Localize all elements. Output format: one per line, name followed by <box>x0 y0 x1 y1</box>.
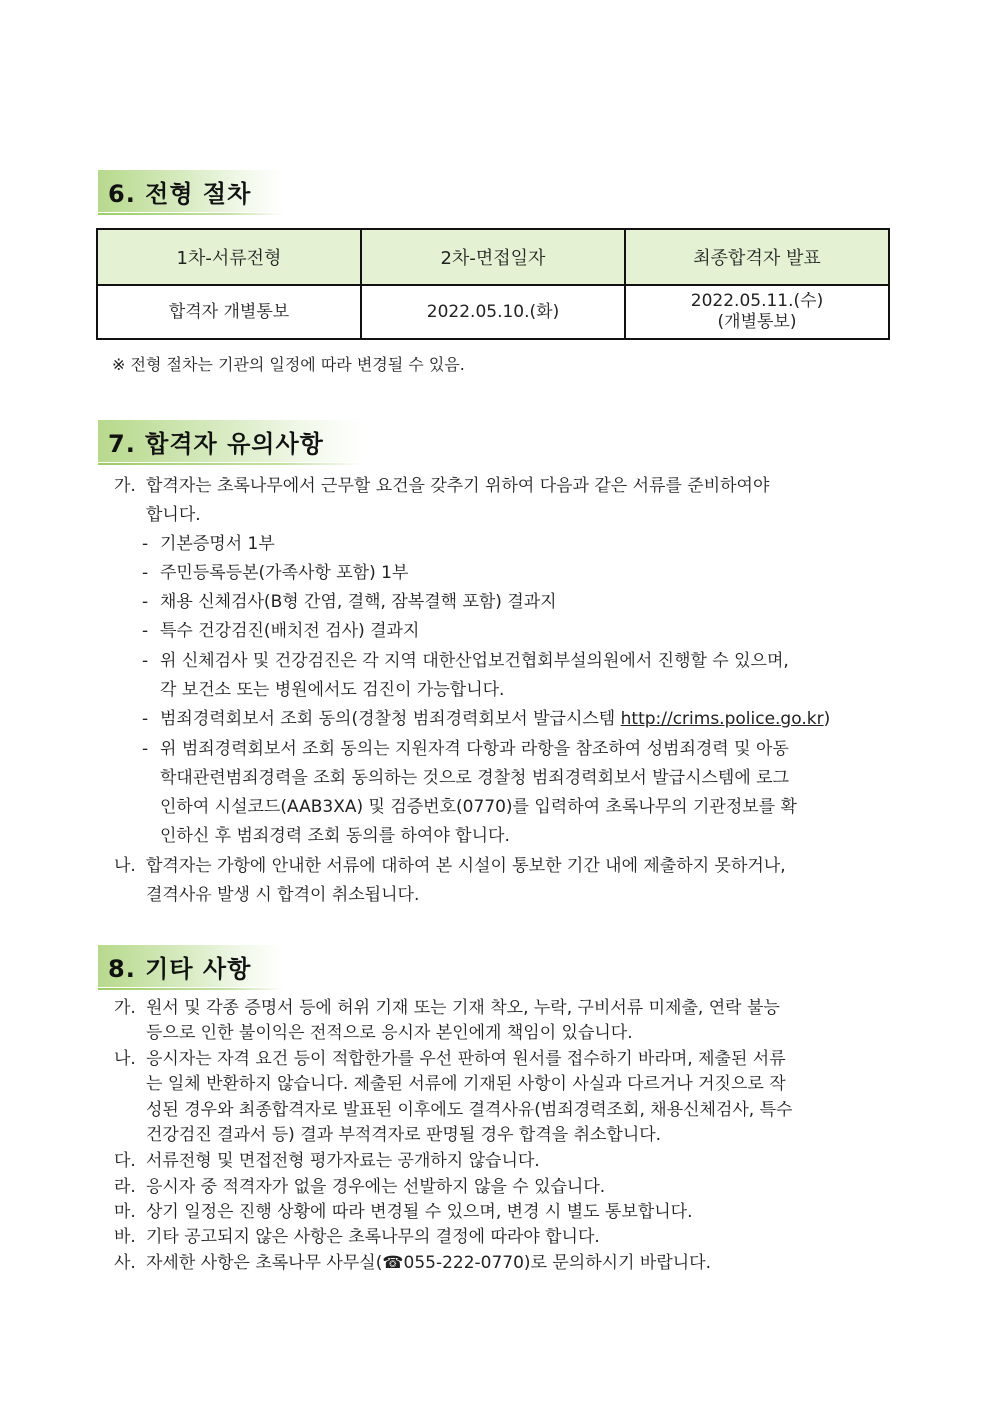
list-item: 인하여 시설코드(AAB3XA) 및 검증번호(0770)를 입력하여 초록나무의 기관정보를 확 <box>160 797 797 817</box>
table-header-cell: 최종합격자 발표 <box>625 229 889 285</box>
list-marker: 마. <box>114 1202 136 1222</box>
dash-marker: - <box>142 592 149 612</box>
list-item: 결격사유 발생 시 합격이 취소됩니다. <box>146 885 420 905</box>
list-item: 서류전형 및 면접전형 평가자료는 공개하지 않습니다. <box>146 1151 540 1171</box>
list-item: 합격자는 가항에 안내한 서류에 대하여 본 시설이 통보한 기간 내에 제출하지 못하거나, <box>146 856 786 876</box>
section-6-title: 6. 전형 절차 <box>108 179 252 208</box>
list-item: 는 일체 반환하지 않습니다. 제출된 서류에 기재된 사항이 사실과 다르거나 거짓으로 작 <box>146 1074 786 1094</box>
dash-marker: - <box>142 739 149 759</box>
table-header-cell: 2차-면접일자 <box>361 229 625 285</box>
list-marker: 바. <box>114 1227 136 1247</box>
list-item <box>160 708 830 730</box>
list-item: 응시자 중 적격자가 없을 경우에는 선발하지 않을 수 있습니다. <box>146 1177 606 1197</box>
dash-marker: - <box>142 621 149 641</box>
list-item: 등으로 인한 불이익은 전적으로 응시자 본인에게 책임이 있습니다. <box>146 1023 633 1043</box>
dash-marker: - <box>142 709 149 729</box>
dash-marker: - <box>142 563 149 583</box>
section-8-title: 8. 기타 사항 <box>108 954 252 983</box>
section-8-header <box>98 945 284 987</box>
list-item: 학대관련범죄경력을 조회 동의하는 것으로 경찰청 범죄경력회보서 발급시스템에 로그 <box>160 768 790 788</box>
table-row <box>97 285 889 339</box>
procedure-table <box>96 228 890 340</box>
list-marker: 다. <box>114 1151 136 1171</box>
list-item: 합격자는 초록나무에서 근무할 요건을 갖추기 위하여 다음과 같은 서류를 준비하여야 <box>146 476 770 496</box>
section-6-header <box>98 170 284 212</box>
crims-link[interactable]: http://crims.police.go.kr <box>620 709 824 729</box>
list-marker: 라. <box>114 1177 136 1197</box>
list-marker: 가. <box>114 476 136 496</box>
list-item: 주민등록등본(가족사항 포함) 1부 <box>160 563 409 583</box>
table-header-row <box>97 229 889 285</box>
list-item: 건강검진 결과서 등) 결과 부적격자로 판명될 경우 합격을 취소합니다. <box>146 1125 662 1145</box>
final-date: 2022.05.11.(수) <box>690 291 824 311</box>
procedure-note: ※ 전형 절차는 기관의 일정에 따라 변경될 수 있음. <box>112 355 465 374</box>
list-item: 원서 및 각종 증명서 등에 허위 기재 또는 기재 착오, 누락, 구비서류 미제출, 연락 불능 <box>146 998 780 1018</box>
list-item: 위 범죄경력회보서 조회 동의는 지원자격 다항과 라항을 참조하여 성범죄경력 및 아동 <box>160 739 789 759</box>
list-item: 자세한 사항은 초록나무 사무실(☎055-222-0770)로 문의하시기 바랍니다. <box>146 1253 711 1273</box>
table-header-cell: 1차-서류전형 <box>97 229 361 285</box>
section-7-title: 7. 합격자 유의사항 <box>108 429 324 458</box>
list-marker: 나. <box>114 1049 136 1069</box>
list-item: 합니다. <box>146 505 201 525</box>
list-item: 각 보건소 또는 병원에서도 검진이 가능합니다. <box>160 680 505 700</box>
list-marker: 사. <box>114 1253 136 1273</box>
table-cell: 2022.05.10.(화) <box>361 285 625 339</box>
list-item: 응시자는 자격 요건 등이 적합한가를 우선 판하여 원서를 접수하기 바라며, 제출된 서류 <box>146 1049 786 1069</box>
list-item: 인하신 후 범죄경력 조회 동의를 하여야 합니다. <box>160 826 510 846</box>
list-item: 기본증명서 1부 <box>160 534 275 554</box>
list-item: 상기 일정은 진행 상황에 따라 변경될 수 있으며, 변경 시 별도 통보합니다. <box>146 1202 693 1222</box>
consent-close: ) <box>823 709 831 729</box>
table-cell: 합격자 개별통보 <box>97 285 361 339</box>
list-item: 기타 공고되지 않은 사항은 초록나무의 결정에 따라야 합니다. <box>146 1227 600 1247</box>
list-marker: 나. <box>114 856 136 876</box>
list-item: 성된 경우와 최종합격자로 발표된 이후에도 결격사유(범죄경력조회, 채용신체검사, 특수 <box>146 1100 793 1120</box>
dash-marker: - <box>142 651 149 671</box>
list-marker: 가. <box>114 998 136 1018</box>
final-notice: (개별통보) <box>717 312 797 332</box>
section-7-header <box>98 420 364 462</box>
list-item: 위 신체검사 및 건강검진은 각 지역 대한산업보건협회부설의원에서 진행할 수 있으며, <box>160 651 789 671</box>
table-cell <box>625 285 889 339</box>
dash-marker: - <box>142 534 149 554</box>
list-item: 채용 신체검사(B형 간염, 결핵, 잠복결핵 포함) 결과지 <box>160 592 557 612</box>
consent-text: 범죄경력회보서 조회 동의(경찰청 범죄경력회보서 발급시스템 <box>160 709 621 729</box>
list-item: 특수 건강검진(배치전 검사) 결과지 <box>160 621 420 641</box>
